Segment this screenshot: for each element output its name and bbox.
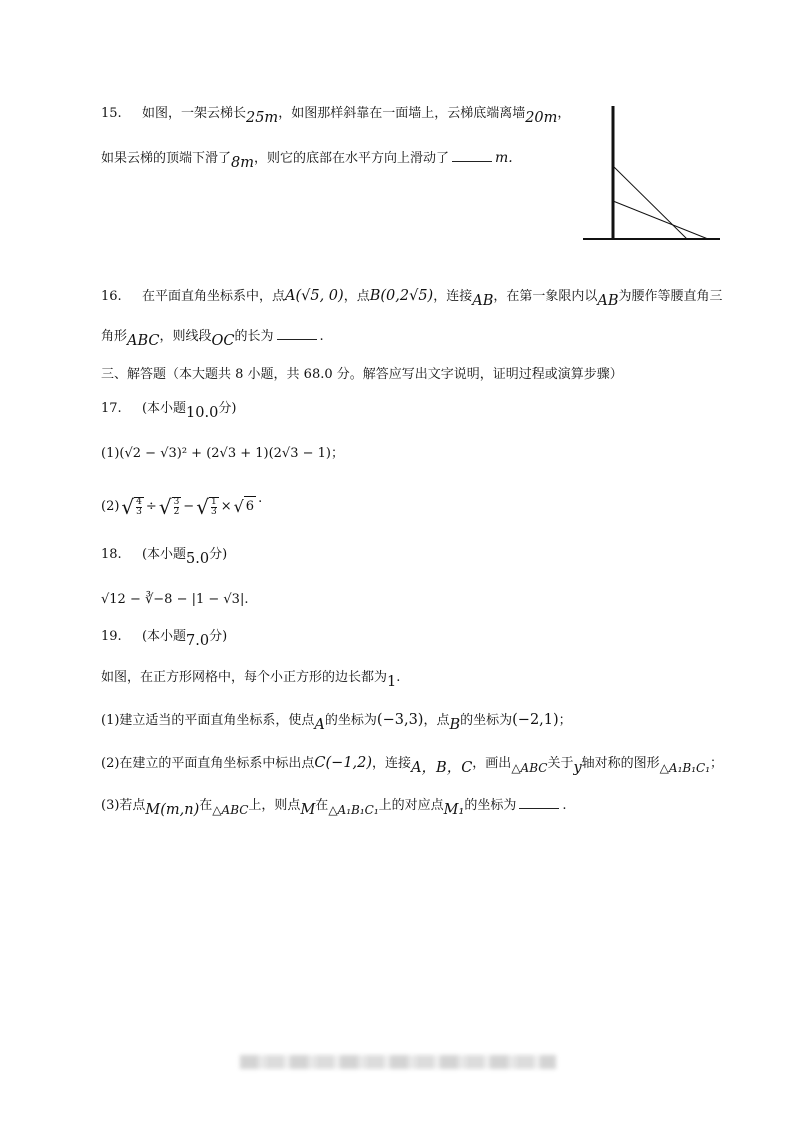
point-a: A(√5, 0)	[284, 288, 344, 304]
q19-text: ；	[710, 756, 724, 771]
q19-intro	[101, 667, 400, 688]
q17-number: 17.	[101, 401, 122, 416]
denominator: 3	[210, 506, 217, 517]
triangle: △ABC	[511, 761, 548, 775]
coordinate: (−3,3)	[376, 712, 424, 728]
point-label: A	[314, 717, 325, 733]
numerator: 4	[136, 496, 142, 507]
q19-part1	[101, 710, 572, 731]
q17-header-text: (本小题	[141, 401, 187, 416]
sqrt-fraction: √ $\frac{4}{3}$	[121, 494, 142, 519]
q16-text: ，点	[343, 289, 370, 304]
q19-text: (2)在建立的平面直角坐标系中标出点	[101, 756, 315, 771]
answer-blank[interactable]	[277, 327, 317, 340]
q19-text: 关于	[547, 756, 574, 771]
q19-text: ，连接	[372, 756, 412, 771]
q15-line1	[101, 103, 570, 124]
q19-text: .	[396, 670, 401, 685]
q16-text: 角形	[101, 329, 128, 344]
q19-text: (1)建立适当的平面直角坐标系，使点	[101, 713, 315, 728]
q17-header-text: 分)	[218, 401, 237, 416]
q17-score: 10.0	[186, 405, 219, 421]
numerator: 3	[173, 496, 180, 507]
q19-header	[101, 626, 227, 647]
q19-part3	[101, 795, 566, 816]
q18-score: 5.0	[186, 551, 210, 567]
q19-text: 如图，在正方形网格中，每个小正方形的边长都为	[101, 670, 388, 685]
q16-text: ，则线段	[159, 329, 212, 344]
q16-text: 为腰作等腰直角三	[618, 289, 723, 304]
q18-header-text: 分)	[209, 547, 228, 562]
q15-text: ，则它的底部在水平方向上滑动了	[254, 151, 450, 166]
q17-header	[101, 398, 236, 419]
q16-number: 16.	[101, 289, 122, 304]
point-m1: M₁	[443, 802, 465, 818]
answer-blank[interactable]	[519, 796, 559, 809]
points: A，B，C	[411, 760, 473, 776]
ladder-original	[613, 166, 687, 239]
times-sign: ×	[220, 498, 232, 514]
numerator: 1	[210, 496, 217, 507]
point-m: M(m,n)	[145, 802, 200, 818]
q18-expression: √12 − ∛−8 − |1 − √3|.	[101, 592, 249, 607]
q19-header-text: 分)	[209, 629, 228, 644]
q15-length: 25m	[245, 110, 279, 126]
segment-oc: OC	[211, 333, 235, 349]
q19-text: ，画出	[472, 756, 512, 771]
q19-number: 19.	[101, 629, 122, 644]
q19-text: 上，则点	[248, 798, 301, 813]
answer-blank[interactable]	[452, 149, 492, 162]
denominator: 3	[136, 506, 142, 517]
q19-part2	[101, 753, 723, 774]
q16-text: 的长为	[234, 329, 274, 344]
sqrt-fraction: √ $\frac{1}{3}$	[196, 494, 217, 519]
blurred-footer	[240, 1055, 556, 1069]
triangle-image: △A₁B₁C₁	[328, 803, 379, 817]
q15-text: 如图，一架云梯长	[141, 106, 246, 121]
q16-text: 在平面直角坐标系中，点	[141, 289, 285, 304]
ladder-slid	[613, 201, 708, 239]
q19-text: 的坐标为	[464, 798, 517, 813]
q16-line2	[101, 326, 324, 347]
point-b: B(0,2√5)	[369, 288, 434, 304]
point-c: C(−1,2)	[314, 755, 373, 771]
y-axis: y	[573, 760, 582, 776]
point-label: M	[300, 802, 316, 818]
q19-text: ；	[558, 713, 572, 728]
q16-text: ，连接	[433, 289, 473, 304]
q19-text: (3)若点	[101, 798, 146, 813]
q18-header	[101, 544, 227, 565]
q19-text: 在	[199, 798, 213, 813]
minus-sign: −	[183, 498, 195, 514]
triangle-image: △A₁B₁C₁	[659, 761, 710, 775]
q15-number: 15.	[101, 106, 122, 121]
q16-text: .	[319, 329, 324, 344]
ladder-figure	[583, 104, 723, 244]
triangle: △ABC	[212, 803, 249, 817]
coordinate: (−2,1)	[512, 712, 559, 728]
q15-text: 如果云梯的顶端下滑了	[101, 151, 232, 166]
q19-unit-length: 1	[387, 674, 397, 690]
q16-line1	[101, 286, 723, 307]
q15-unit: m.	[495, 150, 513, 166]
period: .	[258, 490, 263, 506]
sqrt-fraction: √ $\frac{3}{2}$	[158, 494, 180, 519]
q19-text: ，点	[423, 713, 450, 728]
q17-part1: (1)(√2 − √3)² + (2√3 + 1)(2√3 − 1)；	[101, 446, 344, 461]
section-title: 三、解答题（本大题共 8 小题，共 68.0 分。解答应写出文字说明，证明过程或演算步骤）	[101, 367, 623, 382]
point-label: B	[449, 717, 461, 733]
triangle-abc: ABC	[127, 333, 160, 349]
q19-text: 的坐标为	[460, 713, 513, 728]
divide-sign: ÷	[145, 498, 157, 514]
q18-number: 18.	[101, 547, 122, 562]
segment-ab: AB	[597, 293, 619, 309]
q19-header-text: (本小题	[141, 629, 187, 644]
sqrt-six: √ 6	[233, 496, 255, 516]
q19-text: 的坐标为	[324, 713, 377, 728]
segment-ab: AB	[472, 293, 494, 309]
radicand: 6	[244, 496, 256, 517]
q19-text: 上的对应点	[378, 798, 444, 813]
q19-text: 在	[315, 798, 329, 813]
q17-part2-label: (2)	[101, 498, 120, 514]
q19-text: 轴对称的图形	[581, 756, 660, 771]
q19-text: .	[562, 798, 567, 813]
q15-line2	[101, 148, 513, 169]
q19-score: 7.0	[186, 633, 210, 649]
q15-slide: 8m	[231, 155, 254, 171]
q17-part2	[101, 490, 263, 519]
q18-header-text: (本小题	[141, 547, 187, 562]
q16-text: ，在第一象限内以	[493, 289, 598, 304]
q15-distance: 20m	[525, 110, 558, 126]
denominator: 2	[173, 506, 180, 517]
q15-text: ，	[557, 106, 571, 121]
q15-text: ，如图那样斜靠在一面墙上，云梯底端离墙	[278, 106, 526, 121]
